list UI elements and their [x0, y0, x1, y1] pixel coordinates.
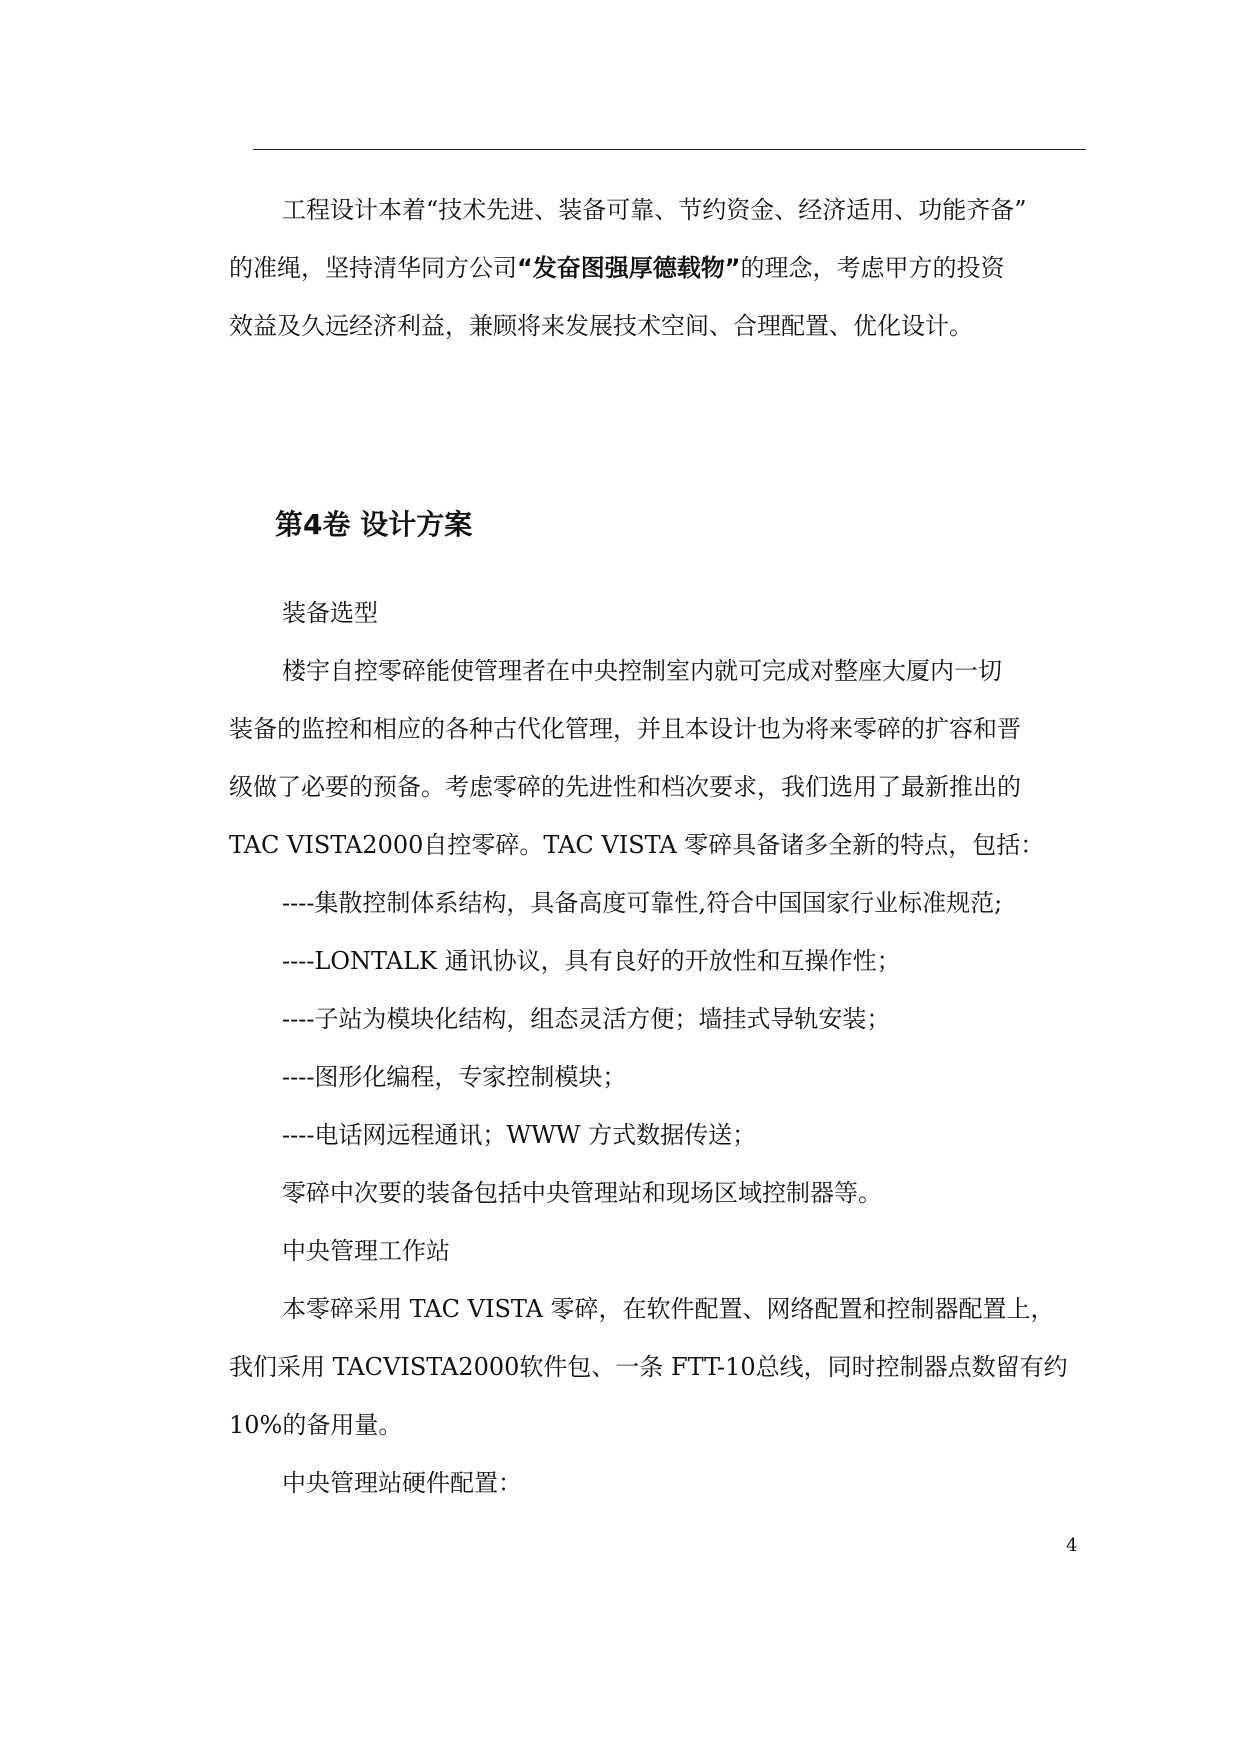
feature-item: ----图形化编程，专家控制模块； [282, 1063, 627, 1091]
central-heading: 中央管理工作站 [282, 1237, 450, 1265]
central-para-line-1: 本零碎采用 TAC VISTA 零碎，在软件配置、网络配置和控制器配置上， [282, 1295, 1055, 1323]
intro-line-2 [229, 253, 1005, 283]
intro-line-2-start: 的准绳，坚持清华同方公司 [229, 254, 517, 282]
equipment-summary: 零碎中次要的装备包括中央管理站和现场区域控制器等。 [282, 1179, 882, 1207]
equipment-para-line-2: 装备的监控和相应的各种古代化管理，并且本设计也为将来零碎的扩容和晋 [229, 715, 1021, 743]
feature-item: ----子站为模块化结构，组态灵活方便；墙挂式导轨安装； [282, 1005, 891, 1033]
company-motto: “发奋图强厚德载物” [517, 254, 741, 282]
feature-item: ----集散控制体系结构，具备高度可靠性,符合中国国家行业标准规范; [282, 889, 1003, 917]
equipment-para-line-1: 楼宇自控零碎能使管理者在中央控制室内就可完成对整座大厦内一切 [282, 657, 1002, 685]
intro-line-2-end: 的理念，考虑甲方的投资 [740, 254, 1005, 282]
page-number: 4 [1066, 1535, 1078, 1556]
intro-line-3: 效益及久远经济利益，兼顾将来发展技术空间、合理配置、优化设计。 [229, 312, 973, 340]
equipment-para-line-3: 级做了必要的预备。考虑零碎的先进性和档次要求，我们选用了最新推出的 [229, 773, 1021, 801]
header-rule [253, 149, 1086, 150]
feature-item: ----电话网远程通讯；WWW 方式数据传送； [282, 1121, 757, 1149]
hardware-heading: 中央管理站硬件配置： [282, 1469, 522, 1497]
central-para-line-3: 10%的备用量。 [229, 1411, 403, 1439]
chapter-title: 第4卷 设计方案 [275, 508, 473, 541]
intro-line-1: 工程设计本着“技术先进、装备可靠、节约资金、经济适用、功能齐备” [282, 196, 1027, 224]
feature-item: ----LONTALK 通讯协议，具有良好的开放性和互操作性； [282, 947, 901, 975]
equipment-para-line-4: TAC VISTA2000自控零碎。TAC VISTA 零碎具备诸多全新的特点，包括： [229, 831, 1045, 859]
central-para-line-2: 我们采用 TACVISTA2000软件包、一条 FTT-10总线，同时控制器点数留有约 [229, 1353, 1068, 1381]
equipment-heading: 装备选型 [282, 599, 378, 627]
